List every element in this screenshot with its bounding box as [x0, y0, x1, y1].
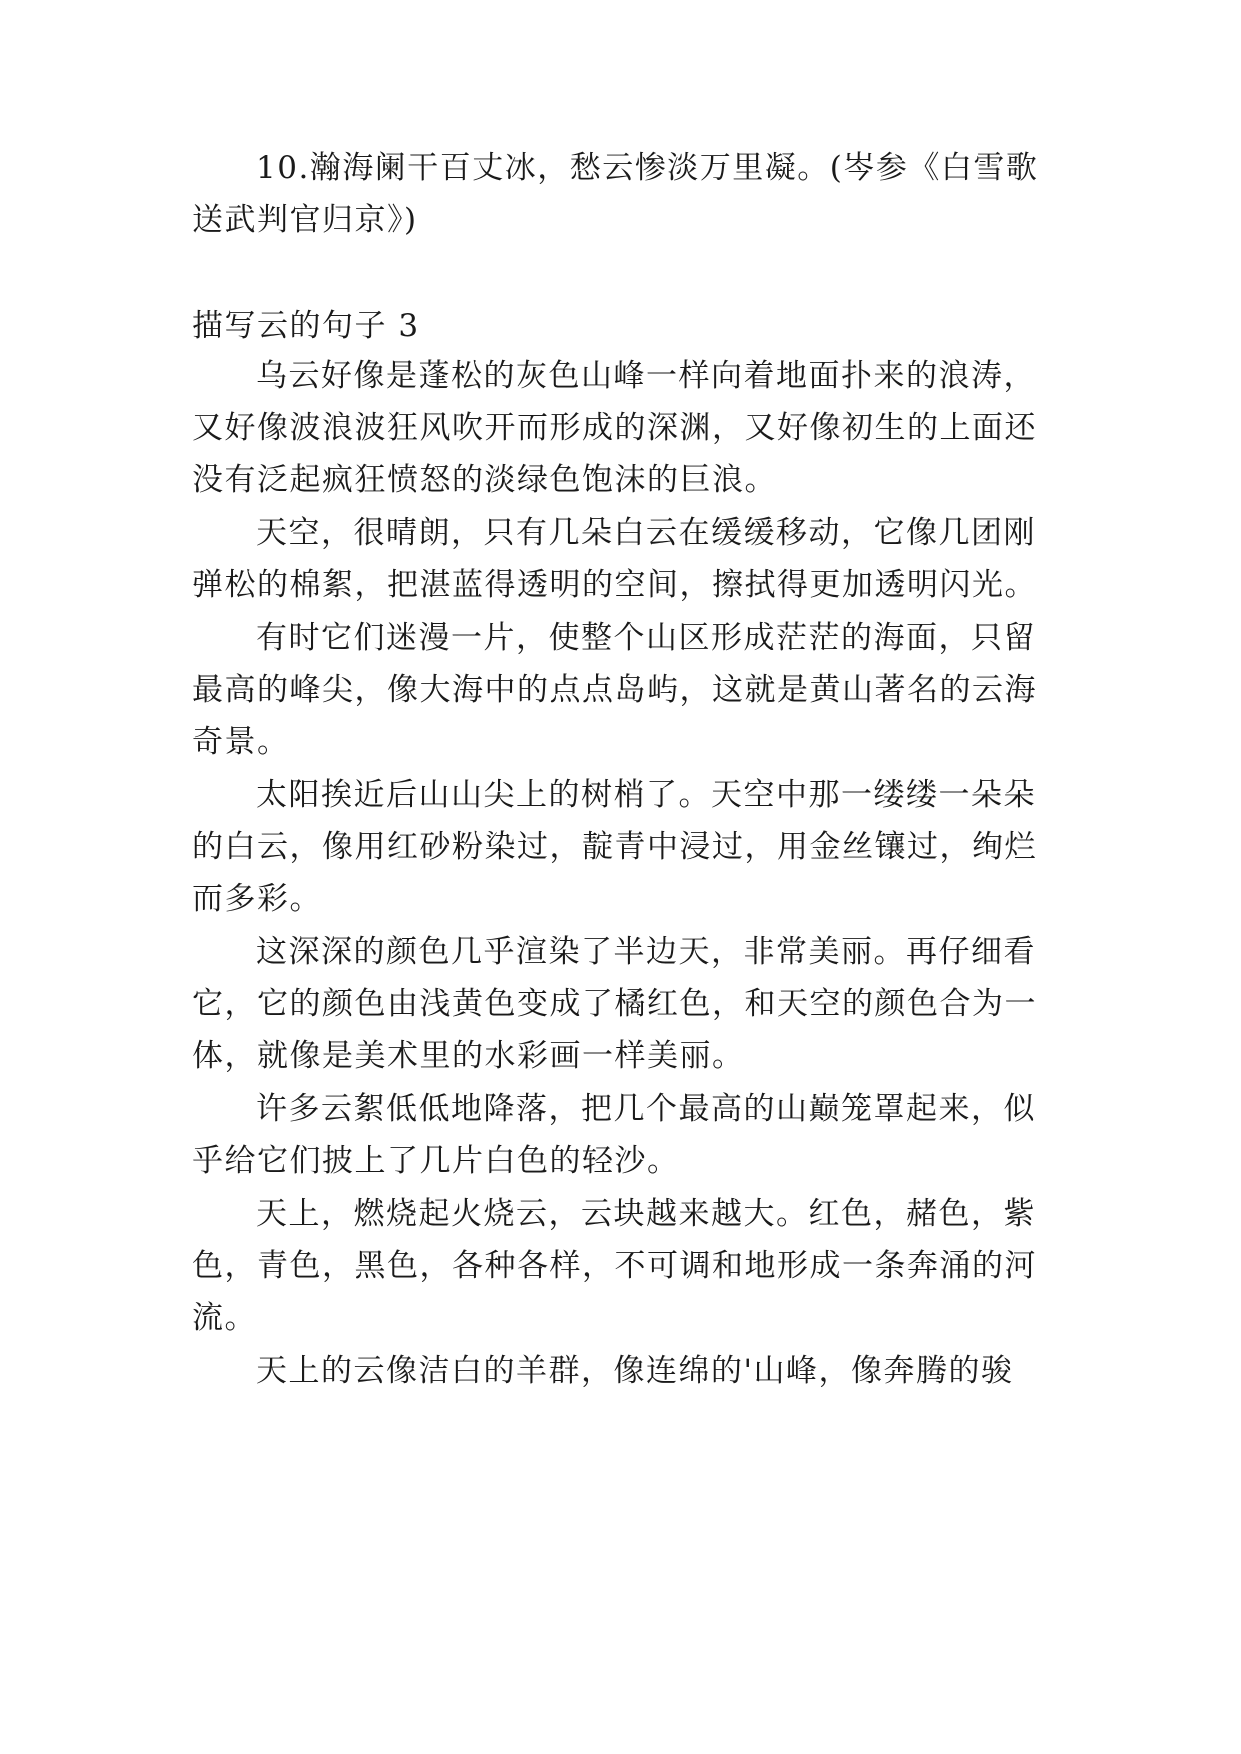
- text-line: 体，就像是美术里的水彩画一样美丽。: [192, 1038, 745, 1074]
- text-line: 天上，燃烧起火烧云，云块越来越大。红色，赭色，紫: [256, 1196, 1036, 1232]
- text-line: 奇景。: [192, 724, 290, 760]
- text-line: 色，青色，黑色，各种各样，不可调和地形成一条奔涌的河: [192, 1248, 1037, 1284]
- text-line: 最高的峰尖，像大海中的点点岛屿，这就是黄山著名的云海: [192, 672, 1037, 708]
- text-line: 乎给它们披上了几片白色的轻沙。: [192, 1143, 680, 1179]
- text-line: 10.瀚海阑干百丈冰，愁云惨淡万里凝。(岑参《白雪歌: [256, 150, 1039, 186]
- text-line: 有时它们迷漫一片，使整个山区形成茫茫的海面，只留: [256, 620, 1036, 656]
- text-line: 流。: [192, 1300, 257, 1336]
- text-line: 又好像波浪波狂风吹开而形成的深渊，又好像初生的上面还: [192, 410, 1037, 446]
- text-line: 送武判官归京》): [192, 202, 418, 238]
- text-line: 乌云好像是蓬松的灰色山峰一样向着地面扑来的浪涛，: [256, 358, 1036, 394]
- text-line: 许多云絮低低地降落，把几个最高的山巅笼罩起来，似: [256, 1091, 1036, 1127]
- text-line: 太阳挨近后山山尖上的树梢了。天空中那一缕缕一朵朵: [256, 777, 1036, 813]
- section-heading: 描写云的句子 3: [192, 308, 420, 344]
- text-line: 没有泛起疯狂愤怒的淡绿色饱沫的巨浪。: [192, 462, 777, 498]
- text-line: 它，它的颜色由浅黄色变成了橘红色，和天空的颜色合为一: [192, 986, 1037, 1022]
- text-line: 而多彩。: [192, 881, 322, 917]
- text-line: 天空，很晴朗，只有几朵白云在缓缓移动，它像几团刚: [256, 515, 1036, 551]
- text-line: 天上的云像洁白的羊群，像连绵的'山峰，像奔腾的骏: [256, 1353, 1014, 1389]
- text-line: 的白云，像用红砂粉染过，靛青中浸过，用金丝镶过，绚烂: [192, 829, 1037, 865]
- text-line: 这深深的颜色几乎渲染了半边天，非常美丽。再仔细看: [256, 934, 1036, 970]
- text-line: 弹松的棉絮，把湛蓝得透明的空间，擦拭得更加透明闪光。: [192, 567, 1037, 603]
